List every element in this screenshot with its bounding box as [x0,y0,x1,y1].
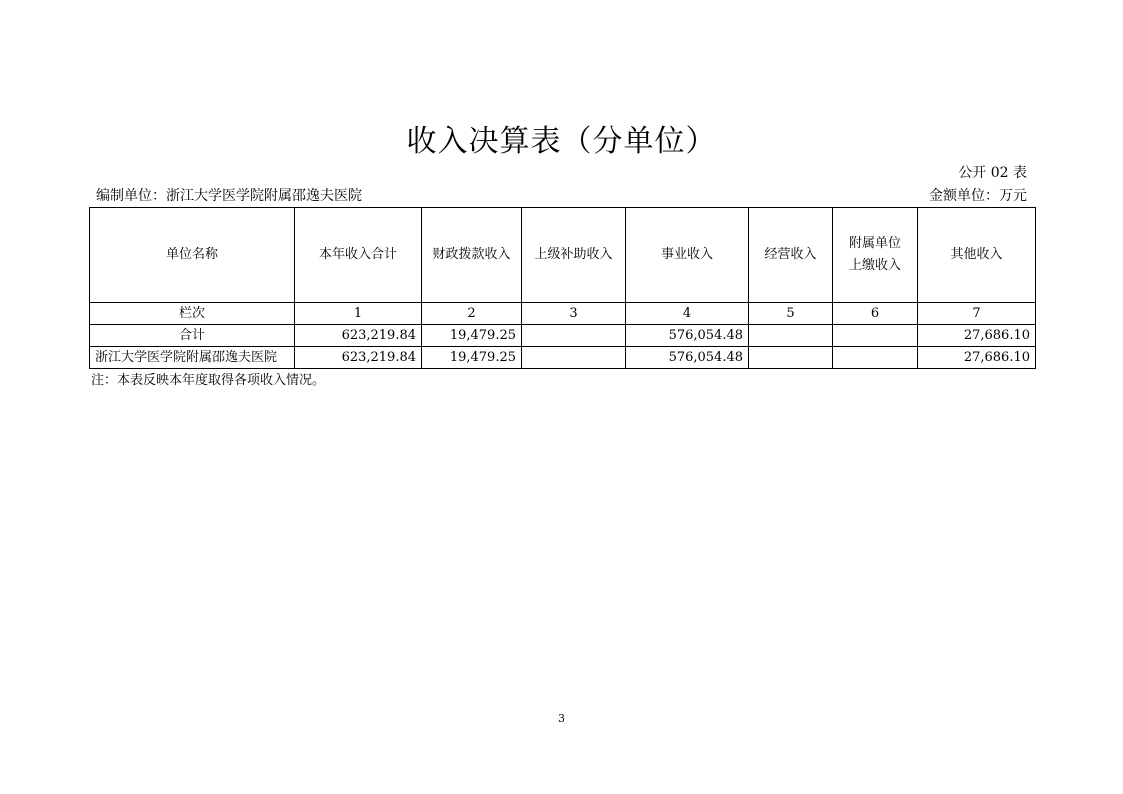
header-total-income: 本年收入合计 [295,208,422,303]
amount-unit: 金额单位：万元 [929,188,1027,204]
table-note: 注：本表反映本年度取得各项收入情况。 [91,373,326,388]
cell-operating-income [749,325,833,347]
cell-other-income: 27,686.10 [918,347,1036,369]
header-operating-income: 经营收入 [749,208,833,303]
cell-subsidiary-income [833,347,918,369]
column-index-row [90,303,1036,325]
column-index: 5 [749,303,833,325]
header-subsidiary-line2: 上缴收入 [848,258,901,273]
column-index-label: 栏次 [90,303,295,325]
header-fiscal-appropriation: 财政拨款收入 [422,208,522,303]
header-subsidiary-line1: 附属单位 [848,236,901,251]
compiling-unit: 编制单位：浙江大学医学院附属邵逸夫医院 [96,188,362,204]
header-business-income: 事业收入 [626,208,749,303]
page-number: 3 [558,712,565,725]
cell-total-income: 623,219.84 [295,325,422,347]
header-subsidiary-income [833,208,918,303]
column-index: 1 [295,303,422,325]
cell-operating-income [749,347,833,369]
cell-superior-subsidy [522,347,626,369]
table-row-hospital [90,347,1036,369]
income-final-accounts-table [89,207,1036,369]
cell-fiscal-appropriation: 19,479.25 [422,347,522,369]
cell-superior-subsidy [522,325,626,347]
table-row-total [90,325,1036,347]
row-name: 浙江大学医学院附属邵逸夫医院 [90,347,295,369]
column-index: 3 [522,303,626,325]
header-superior-subsidy: 上级补助收入 [522,208,626,303]
form-number: 公开 02 表 [958,165,1027,181]
cell-fiscal-appropriation: 19,479.25 [422,325,522,347]
column-index: 2 [422,303,522,325]
header-unit-name: 单位名称 [90,208,295,303]
cell-other-income: 27,686.10 [918,325,1036,347]
column-index: 6 [833,303,918,325]
cell-subsidiary-income [833,325,918,347]
cell-business-income: 576,054.48 [626,325,749,347]
report-title: 收入决算表（分单位） [406,124,717,159]
header-other-income: 其他收入 [918,208,1036,303]
cell-total-income: 623,219.84 [295,347,422,369]
cell-business-income: 576,054.48 [626,347,749,369]
column-index: 4 [626,303,749,325]
header-row [90,208,1036,303]
column-index: 7 [918,303,1036,325]
row-name: 合计 [90,325,295,347]
